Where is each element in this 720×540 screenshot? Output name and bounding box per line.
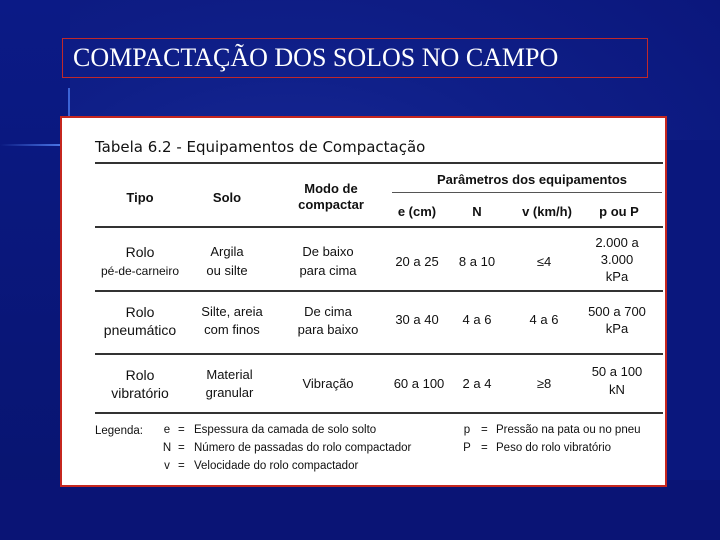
decorative-horizontal-line — [0, 144, 62, 146]
row2-rule — [95, 353, 663, 355]
row1-p-1: 2.000 a — [595, 235, 639, 250]
legend-n-sym: N — [162, 442, 172, 454]
row1-n: 8 a 10 — [458, 254, 496, 269]
row2-tipo-2: pneumático — [103, 322, 177, 338]
header-parametros: Parâmetros dos equipamentos — [437, 172, 627, 187]
row1-rule — [95, 290, 663, 292]
legend-bigp-text: Peso do rolo vibratório — [496, 442, 612, 454]
header-tipo: Tipo — [126, 190, 154, 205]
row3-modo-1: Vibração — [302, 376, 354, 391]
slide-title-box — [62, 38, 648, 78]
legend-e-sym: e — [163, 424, 171, 436]
legend-n-eq: = — [178, 442, 185, 454]
slide-title: COMPACTAÇÃO DOS SOLOS NO CAMPO — [73, 43, 559, 72]
row3-solo-1: Material — [206, 367, 253, 382]
row1-tipo-2: pé-de-carneiro — [100, 264, 180, 278]
row2-n: 4 a 6 — [462, 312, 492, 327]
legend-n-text: Número de passadas do rolo compactador — [194, 442, 412, 454]
header-v: v (km/h) — [522, 204, 572, 219]
row2-tipo-1: Rolo — [125, 304, 155, 320]
row1-p-2: 3.000 — [600, 252, 634, 267]
row2-p-1: 500 a 700 — [588, 304, 646, 319]
decorative-vertical-line — [68, 88, 70, 118]
row3-solo-2: granular — [205, 385, 254, 400]
table-bottom-rule — [95, 412, 663, 414]
compaction-table-image — [60, 116, 667, 487]
legend-e-text: Espessura da camada de solo solto — [194, 424, 377, 436]
row2-p-2: kPa — [605, 321, 629, 336]
row1-modo-1: De baixo — [302, 244, 354, 259]
header-sub-rule — [392, 192, 662, 193]
legend-v-eq: = — [178, 460, 185, 472]
row3-n: 2 a 4 — [462, 376, 492, 391]
row1-e: 20 a 25 — [395, 254, 439, 269]
row1-v: ≤4 — [536, 254, 552, 269]
row3-v: ≥8 — [536, 376, 552, 391]
row2-solo-2: com finos — [204, 322, 260, 337]
header-e: e (cm) — [397, 204, 437, 219]
row2-modo-1: De cima — [304, 304, 352, 319]
row3-tipo-1: Rolo — [125, 367, 155, 383]
legend-v-text: Velocidade do rolo compactador — [194, 460, 359, 472]
row3-p-1: 50 a 100 — [591, 364, 643, 379]
legend-bigp-sym: P — [463, 442, 471, 454]
table-top-rule — [95, 162, 663, 164]
header-solo: Solo — [212, 190, 242, 205]
legend-p-text: Pressão na pata ou no pneu — [496, 424, 641, 436]
header-p: p ou P — [599, 204, 639, 219]
legend-p-sym: p — [463, 424, 471, 436]
row2-solo-1: Silte, areia — [201, 304, 263, 319]
row2-e: 30 a 40 — [395, 312, 439, 327]
table-caption: Tabela 6.2 - Equipamentos de Compactação — [95, 138, 426, 156]
legend-p-eq: = — [481, 424, 488, 436]
row3-tipo-2: vibratório — [111, 385, 169, 401]
header-bottom-rule — [95, 226, 663, 228]
row1-solo-2: ou silte — [206, 263, 248, 278]
legend-label: Legenda: — [95, 425, 143, 437]
row1-p-3: kPa — [605, 269, 629, 284]
row3-e: 60 a 100 — [393, 376, 445, 391]
header-n: N — [472, 204, 482, 219]
row3-p-2: kN — [609, 382, 625, 397]
row1-solo-1: Argila — [210, 244, 244, 259]
legend-e-eq: = — [178, 424, 185, 436]
row2-v: 4 a 6 — [529, 312, 559, 327]
row1-tipo-1: Rolo — [125, 244, 155, 260]
row2-modo-2: para baixo — [297, 322, 359, 337]
header-modo-1: Modo de — [304, 181, 358, 196]
row1-modo-2: para cima — [299, 263, 357, 278]
background-bottom-panel — [0, 480, 720, 540]
legend-bigp-eq: = — [481, 442, 488, 454]
header-modo-2: compactar — [298, 197, 364, 212]
legend-v-sym: v — [164, 460, 170, 472]
